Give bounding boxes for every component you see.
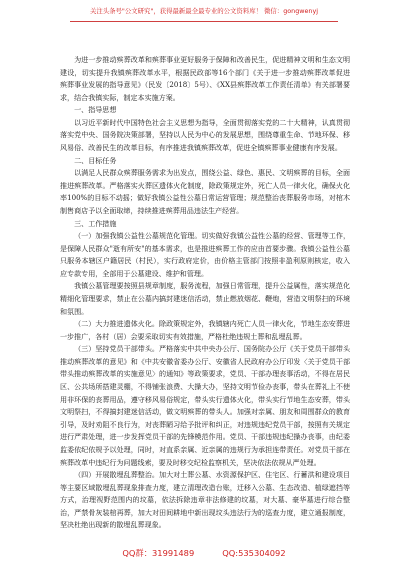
contact-footer bbox=[0, 546, 408, 560]
measure-1-paragraph: （一）加强我镇公益性公墓规范化管理。切实做好我镇公益性公墓的经营、管理等工作，是保障人民群众"逝有所安"的基本需求，也是推进殡葬工作的应由首要步骤。我镇公益性公墓只服务本辖区户籍居民（村民），实行政府定价，由价格主管部门按照非盈利原则核定，收入应专款专用，全部用于公墓建设、维护和管理。 bbox=[60, 231, 350, 278]
measure-1-continued-paragraph: 我镇公墓管理要按照县规章制度，服务流程，加强日常管理，提升公益属性，落实规范化精细化管理要求，禁止在公墓内搞封建迷信活动，禁止燃放烟花、鞭炮，营造文明祭扫的环境和氛围。 bbox=[60, 281, 350, 316]
qq-group-text: QQ群：31991489 bbox=[122, 548, 195, 558]
measure-4-paragraph: （四）开展散埋乱葬整治。加大对土葬公墓、水资源保护区、住宅区、行蓄洪和建设项目等主要区域散埋乱葬现象排查力度，建立清理改造台账，迁移入公墓、生态改造、植绿遮挡等方式，治理视野范围内的坟墓，依法拆除违章非法修建的坟墓，对大墓、豪华墓进行综合整治，严禁骨灰装棺再葬，加大对田间耕地中新出现坟头违法行为的巡查力度，建立通报制度，坚决杜绝出现新的散埋乱葬现象。 bbox=[60, 470, 350, 530]
section-heading-measures: 三、工作措施 bbox=[74, 218, 117, 228]
qq-text: QQ:535304092 bbox=[222, 548, 286, 558]
document-body bbox=[60, 54, 350, 532]
measure-3-paragraph: （三）坚持党员干部带头。严格落实中共中央办公厅、国务院办公厅《关于党员干部带头推动殡葬改革的意见》和《中共安徽省委办公厅、安徽省人民政府办公厅印发〈关于党员干部带头推动殡葬改革的实施意见〉的通知》等政策要求，党员、干部办理丧事活动，不得在居民区、公共场所搭建灵棚，不得铺张浪费、大操大办，坚持文明节俭办丧事，带头在葬礼上不使用非环保的丧葬用品，遵守移风易俗规定，带头实行遗体火化，带头实行节地生态安葬，带头文明祭扫，不得搞封建迷信活动，做文明殡葬的带头人。加强对亲属、朋友和周围群众的教育引导，及时劝阻不良行为，对丧葬陋习给予批评和纠正，对违规违纪党员干部，按照有关规定进行严肃处理，进一步发挥党员干部的先锋模范作用。党员、干部违规违纪操办丧事，由纪委监委依纪依规予以处理，同时，对直系亲属、近亲属的违规行为承担连带责任。对党员干部在殡葬改革中违纪行为问题线索，要及时移交纪检监察机关，坚决依法依规从严处理。 bbox=[60, 344, 350, 467]
header-divider bbox=[70, 21, 338, 22]
section-heading-goals: 二、目标任务 bbox=[74, 155, 117, 165]
guiding-ideology-paragraph: 以习近平新时代中国特色社会主义思想为指导，全面贯彻落实党的二十大精神，认真贯彻落实党中央、国务院决策部署，坚持以人民为中心的发展思想，围绕尊重生命、节地环保、移风易俗、改善民生的改革目标，有序推进我镇殡葬改革，促进全镇殡葬事业健康有序发展。 bbox=[60, 117, 350, 153]
promo-banner: 关注头条号"公文研究"，获得最新最全最专业的公文资料库！ 微信：gongwenyj bbox=[89, 7, 319, 15]
section-heading-guiding-ideology: 一、指导思想 bbox=[74, 105, 117, 115]
goals-paragraph: 以满足人民群众殡葬服务需求为出发点，围绕公益、绿色、惠民、文明殡葬的目标，全面推进殡葬改革。严格落实火葬区遗体火化制度，除政策规定外，死亡人员一律火化，确保火化率100%的目标不动摇；做好我镇公益性公墓日常运营管理；规范整治丧葬服务市场，对棺木制售商店予以全面取缔，持续推进殡葬用品违法生产经营。 bbox=[60, 168, 350, 215]
measure-2-paragraph: （二）大力推进遗体火化。除政策规定外，我镇辖内死亡人员一律火化，节地生态安葬进一步推广，各村（居）会要采取切实有效措施，严格杜绝违规土葬和乱埋乱葬。 bbox=[60, 319, 350, 341]
intro-paragraph: 为进一步推动殡葬改革和殡葬事业更好服务于保障和改善民生，促进精神文明和生态文明建设，切实提升我镇殡葬改革水平，根据民政部等16个部门《关于进一步推动殡葬改革促进殡葬事业发展的指导意见》（民发〔2018〕5号）、《XX县殡葬改革工作责任清单》有关部署要求，结合我镇实际，制定本实施方案。 bbox=[60, 55, 350, 102]
